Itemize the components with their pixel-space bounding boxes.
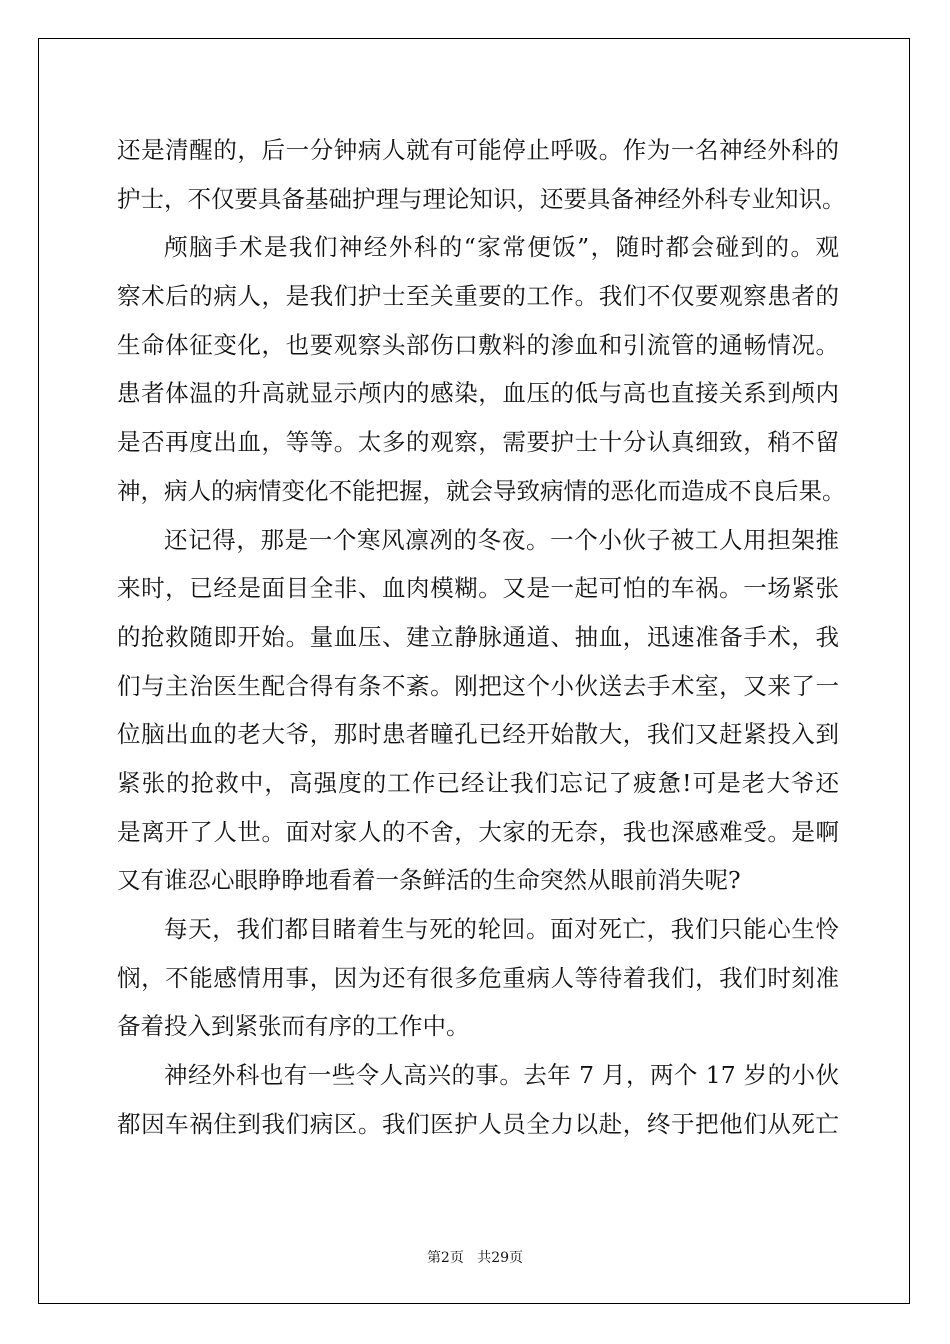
text-line: 又有谁忍心眼睁睁地看着一条鲜活的生命突然从眼前消失呢?: [117, 866, 741, 895]
text-line: 们与主治医生配合得有条不紊。刚把这个小伙送去手术室，又来了一: [117, 671, 839, 700]
text-line: 位脑出血的老大爷，那时患者瞳孔已经开始散大，我们又赶紧投入到: [117, 720, 839, 749]
text-line: 护士，不仅要具备基础护理与理论知识，还要具备神经外科专业知识。: [117, 184, 846, 213]
text-line: 都因车祸住到我们病区。我们医护人员全力以赴，终于把他们从死亡: [117, 1109, 839, 1138]
text-line: 神经外科也有一些令人高兴的事。去年 7 月，两个 17 岁的小伙: [164, 1061, 839, 1090]
text-line: 备着投入到紧张而有序的工作中。: [117, 1012, 470, 1041]
text-line: 的抢救随即开始。量血压、建立静脉通道、抽血，迅速准备手术，我: [117, 622, 839, 651]
text-line: 悯，不能感情用事，因为还有很多危重病人等待着我们，我们时刻准: [117, 963, 839, 992]
text-line: 还记得，那是一个寒风凛冽的冬夜。一个小伙子被工人用担架推: [164, 525, 839, 554]
text-line: 生命体征变化，也要观察头部伤口敷料的渗血和引流管的通畅情况。: [117, 330, 839, 359]
text-line: 每天，我们都目睹着生与死的轮回。面对死亡，我们只能心生怜: [164, 915, 839, 943]
document-body: [117, 126, 846, 1148]
text-line: 察术后的病人，是我们护士至关重要的工作。我们不仅要观察患者的: [117, 282, 839, 311]
text-line: 是离开了人世。面对家人的不舍，大家的无奈，我也深感难受。是啊: [117, 817, 839, 846]
page-total: 共29页: [477, 1250, 524, 1266]
text-line: 来时，已经是面目全非、血肉模糊。又是一起可怕的车祸。一场紧张: [117, 574, 839, 603]
text-line: 是否再度出血，等等。太多的观察，需要护士十分认真细致，稍不留: [117, 428, 839, 457]
text-line: 患者体温的升高就显示颅内的感染，血压的低与高也直接关系到颅内: [117, 379, 839, 408]
page-number: 第2页: [426, 1250, 464, 1266]
text-line: 神，病人的病情变化不能把握，就会导致病情的恶化而造成不良后果。: [117, 476, 846, 505]
text-line: 还是清醒的，后一分钟病人就有可能停止呼吸。作为一名神经外科的: [117, 136, 839, 164]
text-line: 颅脑手术是我们神经外科的“家常便饭”，随时都会碰到的。观: [164, 233, 839, 262]
text-line: 紧张的抢救中，高强度的工作已经让我们忘记了疲惫!可是老大爷还: [117, 768, 839, 797]
page-footer: [0, 1247, 950, 1267]
